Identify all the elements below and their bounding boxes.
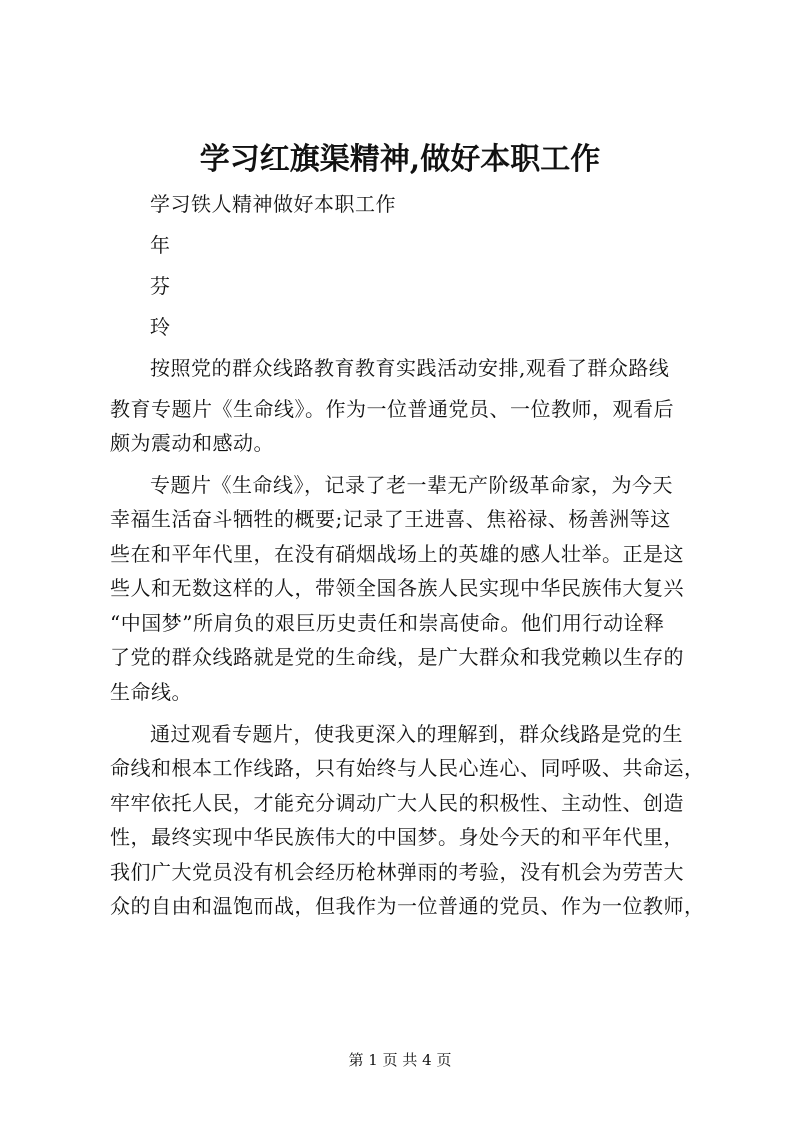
paragraph-line: 些在和平年代里，在没有硝烟战场上的英雄的感人壮举。正是这 — [110, 542, 684, 566]
paragraph-line: 我们广大党员没有机会经历枪林弹雨的考验，没有机会为劳苦大 — [110, 860, 684, 884]
intro-line-year: 年 — [150, 233, 171, 257]
page-title: 学习红旗渠精神,做好本职工作 — [199, 142, 601, 177]
intro-line-ling: 玲 — [150, 315, 171, 339]
paragraph-line: 生命线。 — [110, 680, 192, 704]
page-footer: 第 1 页 共 4 页 — [348, 1051, 452, 1069]
paragraph-line: 教育专题片《生命线》。作为一位普通党员、一位教师，观看后 — [110, 397, 674, 421]
paragraph-line: 幸福生活奋斗牺牲的概要;记录了王进喜、焦裕禄、杨善洲等这 — [110, 507, 671, 531]
paragraph-line: 众的自由和温饱而战，但我作为一位普通的党员、作为一位教师， — [110, 894, 705, 918]
paragraph-line: 按照党的群众线路教育教育实践活动安排,观看了群众路线 — [150, 356, 670, 380]
intro-line-fen: 芬 — [150, 274, 171, 298]
paragraph-line: 通过观看专题片，使我更深入的理解到，群众线路是党的生 — [150, 722, 683, 746]
paragraph-line: 命线和根本工作线路，只有始终与人民心连心、同呼吸、共命运， — [110, 756, 705, 780]
paragraph-line: 颇为震动和感动。 — [110, 431, 274, 455]
paragraph-line: 专题片《生命线》，记录了老一辈无产阶级革命家，为今天 — [150, 473, 673, 497]
paragraph-line: “中国梦”所肩负的艰巨历史责任和崇高使命。他们用行动诠释 — [110, 611, 665, 635]
paragraph-line: 了党的群众线路就是党的生命线，是广大群众和我党赖以生存的 — [110, 645, 684, 669]
paragraph-line: 性，最终实现中华民族伟大的中国梦。身处今天的和平年代里， — [110, 825, 684, 849]
paragraph-line: 些人和无数这样的人，带领全国各族人民实现中华民族伟大复兴 — [110, 576, 684, 600]
paragraph-line: 牢牢依托人民，才能充分调动广大人民的积极性、主动性、创造 — [110, 791, 684, 815]
subtitle-line: 学习铁人精神做好本职工作 — [150, 192, 396, 216]
